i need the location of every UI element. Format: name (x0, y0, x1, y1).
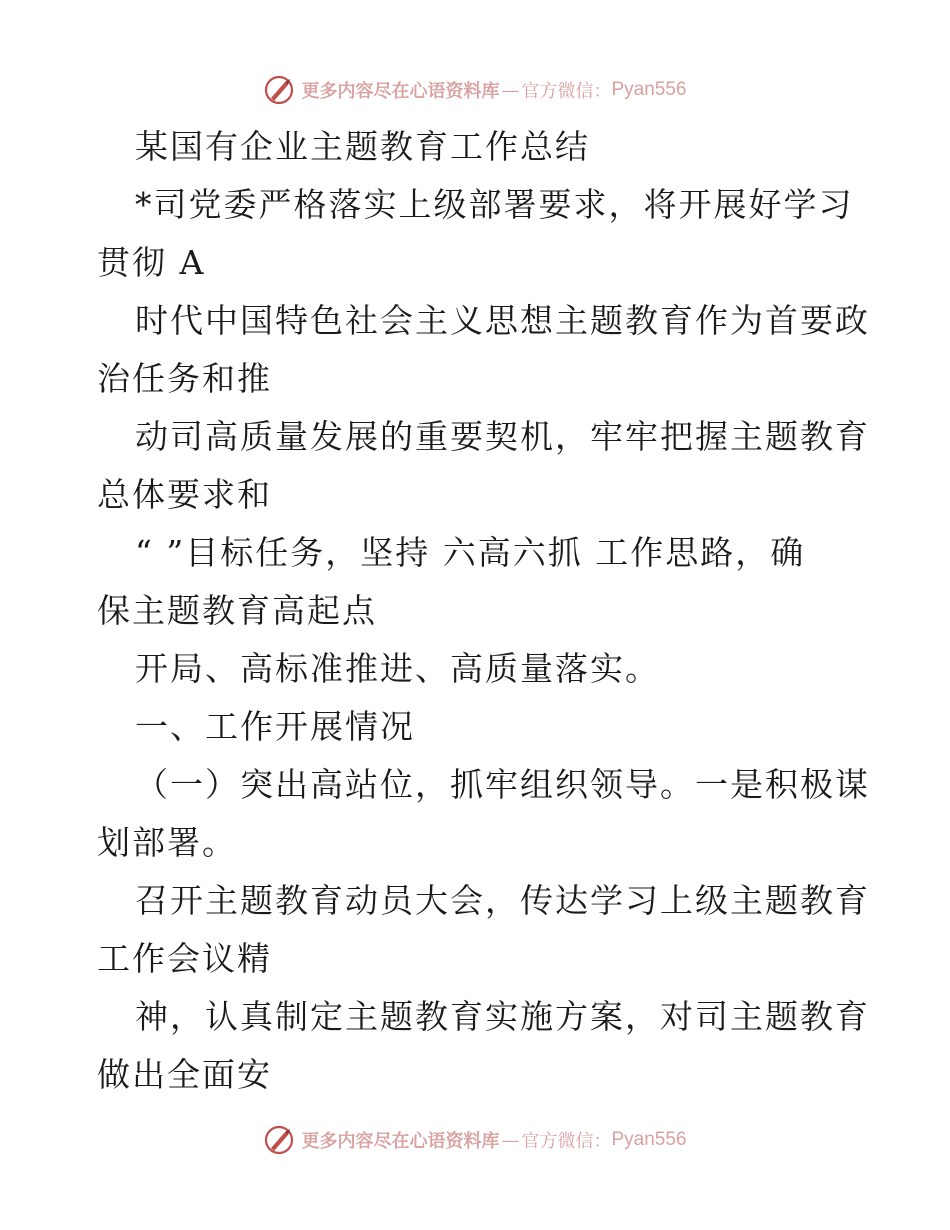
watermark-id: Pyan556 (611, 79, 687, 100)
watermark-dash: — (501, 1129, 520, 1151)
document-body (97, 118, 870, 1104)
text-line: 开局、高标准推进、高质量落实。 (135, 649, 660, 688)
text-line: 动司高质量发展的重要契机，牢牢把握主题教育 (135, 417, 870, 456)
quill-logo-icon (263, 74, 295, 106)
document-title: 某国有企业主题教育工作总结 (135, 127, 590, 166)
text-line: 召开主题教育动员大会，传达学习上级主题教育 (135, 881, 870, 920)
quill-logo-icon (263, 1124, 295, 1156)
text-line: 划部署。 (97, 823, 237, 862)
header-watermark (0, 70, 950, 110)
watermark-sub: 官方微信： (521, 81, 612, 102)
text-line: 保主题教育高起点 (97, 591, 377, 630)
text-line: *司党委严格落实上级部署要求，将开展好学习 (135, 185, 854, 224)
watermark-text: 更多内容尽在心语资料库 (301, 81, 500, 102)
section-heading: 一、工作开展情况 (135, 707, 415, 746)
watermark-sub: 官方微信： (521, 1131, 612, 1152)
watermark-id: Pyan556 (611, 1129, 687, 1150)
text-line: 工作会议精 (97, 939, 272, 978)
text-line: 总体要求和 (97, 475, 272, 514)
watermark-text: 更多内容尽在心语资料库 (301, 1131, 500, 1152)
text-line: （一）突出高站位，抓牢组织领导。一是积极谋 (135, 765, 870, 804)
text-line: “ ”目标任务，坚持 六高六抓 工作思路，确 (135, 533, 806, 572)
text-line: 神，认真制定主题教育实施方案，对司主题教育 (135, 997, 870, 1036)
text-line: 做出全面安 (97, 1055, 272, 1094)
footer-watermark (0, 1120, 950, 1160)
watermark-dash: — (501, 79, 520, 101)
text-line: 治任务和推 (97, 359, 272, 398)
text-line: 时代中国特色社会主义思想主题教育作为首要政 (135, 301, 870, 340)
text-line: 贯彻 A (97, 243, 206, 282)
